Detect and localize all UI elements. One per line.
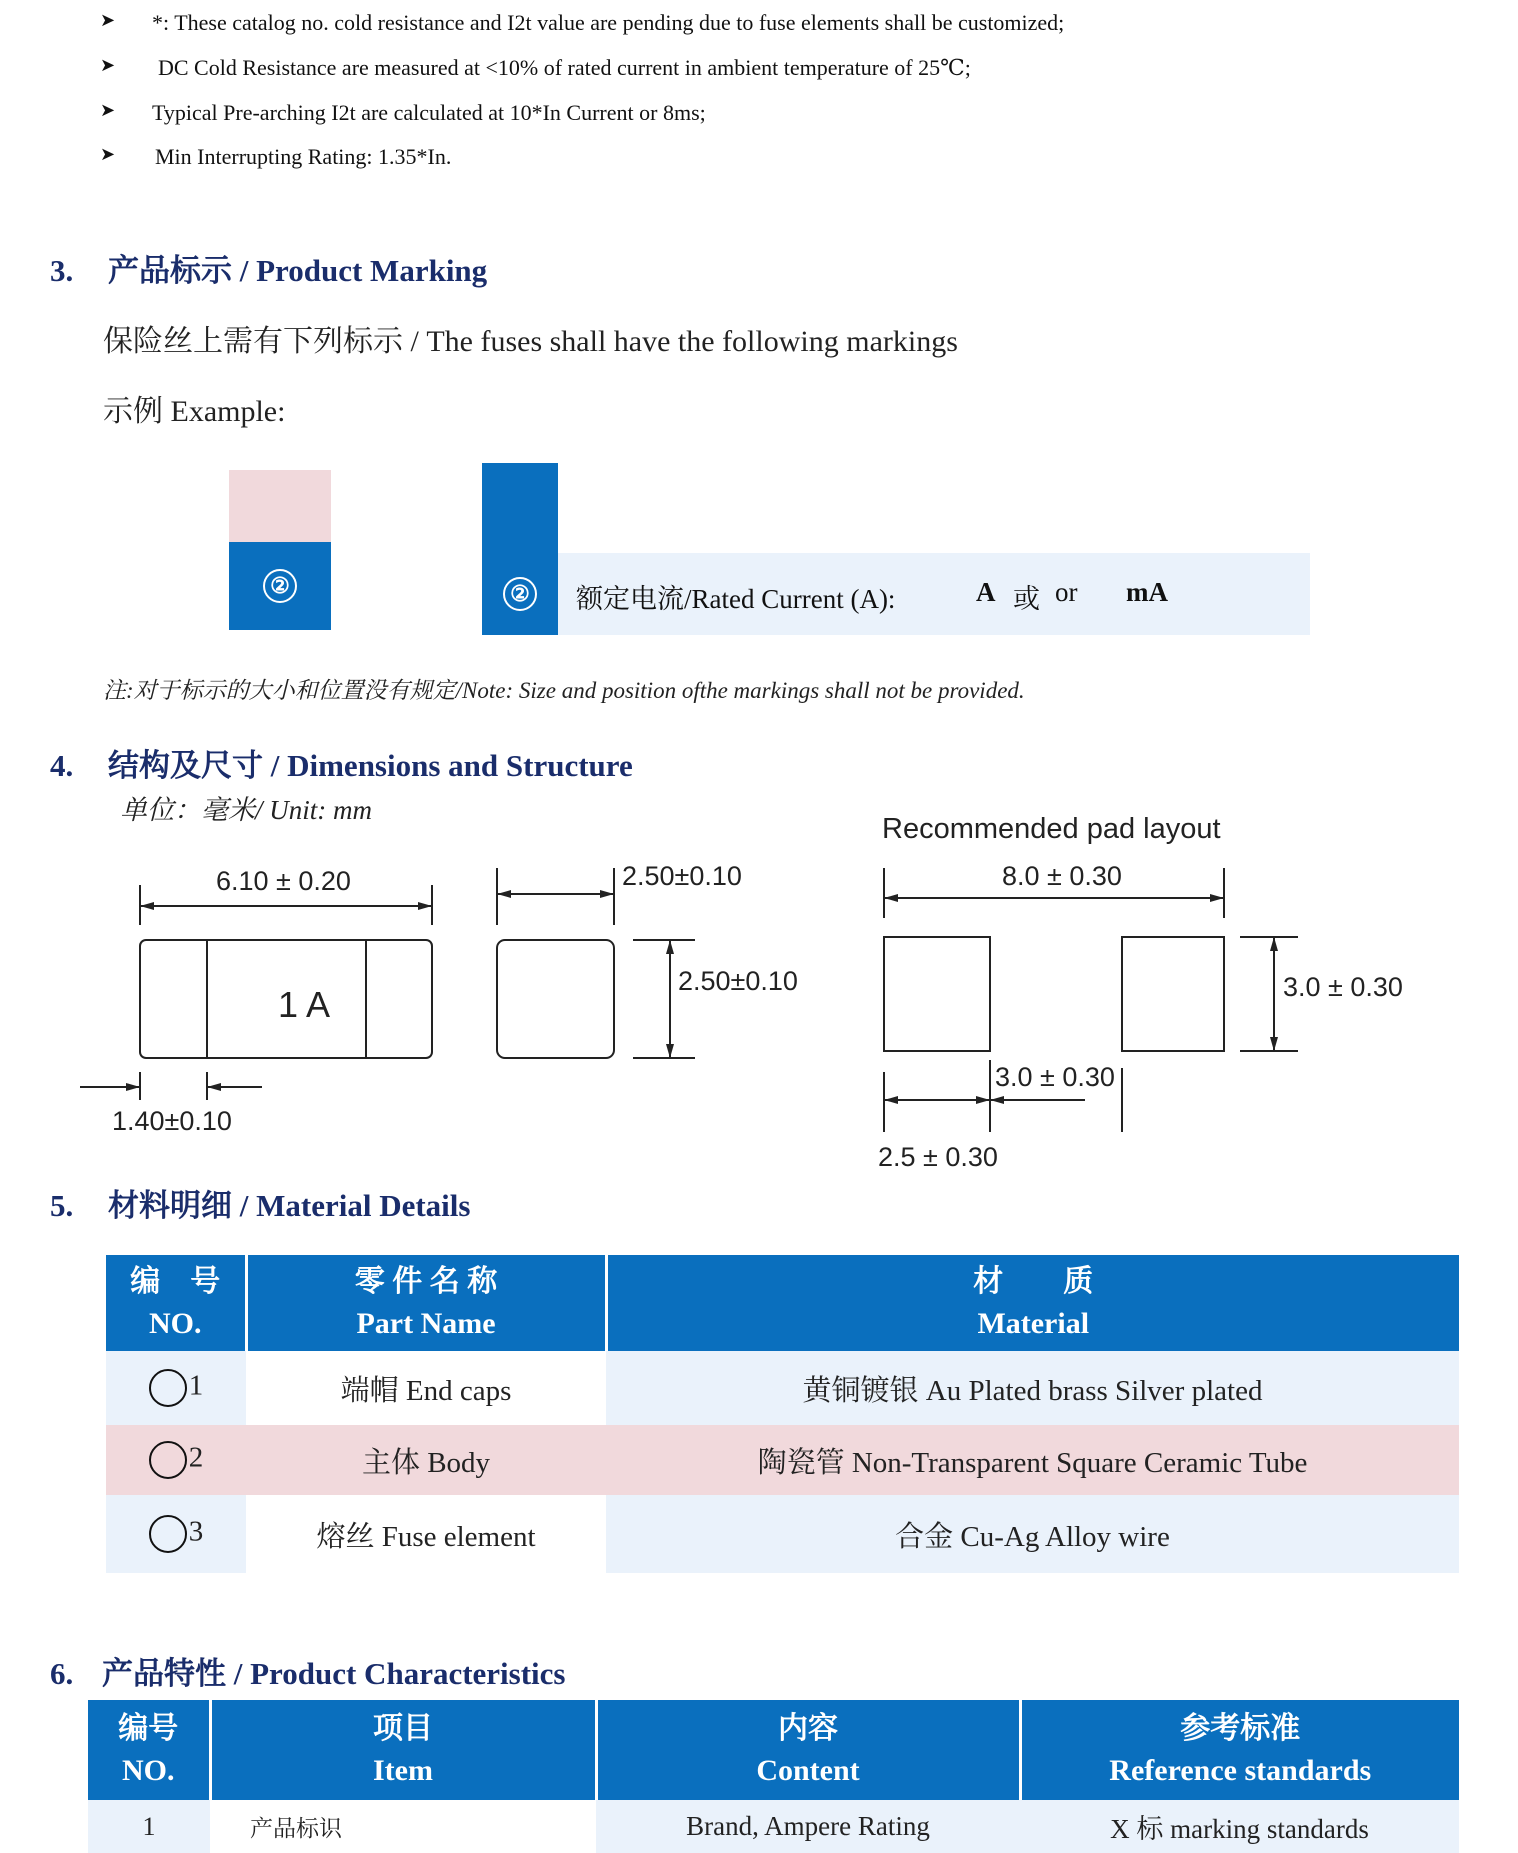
dim-cap-text: 1.40±0.10 bbox=[112, 1106, 232, 1136]
section-3-title: 3. 产品标示 / Product Marking bbox=[50, 253, 488, 288]
table-row bbox=[88, 1800, 1459, 1853]
or-en: or bbox=[1055, 577, 1078, 607]
row-part-name: 端帽 End caps bbox=[246, 1351, 606, 1425]
marking-note: 注:对于标示的大小和位置没有规定/Note: Size and position ofthe markings shall not be provided. bbox=[103, 678, 1025, 703]
pad-height-text: 3.0 ± 0.30 bbox=[1283, 972, 1403, 1002]
dim-height-text: 2.50±0.10 bbox=[678, 966, 798, 996]
circle-icon bbox=[149, 1515, 187, 1553]
pad-right bbox=[1122, 937, 1224, 1051]
or-cn: 或 bbox=[1013, 584, 1040, 614]
unit-label: 单位：毫米/ Unit: mm bbox=[120, 795, 372, 825]
row-no: 3 bbox=[106, 1495, 246, 1573]
row-material: 黄铜镀银 Au Plated brass Silver plated bbox=[802, 1374, 1263, 1407]
pad-gap-text: 3.0 ± 0.30 bbox=[995, 1062, 1115, 1092]
pad-left bbox=[884, 937, 990, 1051]
arrow-bullet-icon: ➤ bbox=[100, 10, 116, 30]
characteristics-table bbox=[88, 1700, 1459, 1853]
arrow-bullet-icon: ➤ bbox=[100, 100, 116, 120]
note-text: Typical Pre-arching I2t are calculated at 10*In Current or 8ms; bbox=[152, 100, 706, 125]
header-material: 材 质 Material bbox=[606, 1255, 1459, 1351]
unit-ma: mA bbox=[1126, 577, 1168, 607]
table-header-row bbox=[88, 1700, 1459, 1800]
row-material: 陶瓷管 Non-Transparent Square Ceramic Tube bbox=[757, 1446, 1308, 1479]
row-item: 产品标识 bbox=[210, 1800, 596, 1853]
arrowhead bbox=[1210, 894, 1224, 902]
row-no: 2 bbox=[106, 1425, 246, 1495]
table-row bbox=[106, 1425, 1459, 1495]
circle-icon bbox=[149, 1369, 187, 1407]
note-text: Min Interrupting Rating: 1.35*In. bbox=[155, 144, 452, 169]
arrowhead bbox=[600, 890, 614, 898]
dim-length-text: 6.10 ± 0.20 bbox=[216, 866, 351, 896]
table-row bbox=[106, 1495, 1459, 1573]
arrow-bullet-icon: ➤ bbox=[100, 144, 116, 164]
arrowhead bbox=[666, 1044, 674, 1058]
dim-width-text: 2.50±0.10 bbox=[622, 861, 742, 891]
arrowhead bbox=[666, 940, 674, 954]
arrowhead bbox=[418, 902, 432, 910]
arrowhead bbox=[1270, 1037, 1278, 1051]
row-no: 1 bbox=[106, 1351, 246, 1425]
section-4-title: 4. 结构及尺寸 / Dimensions and Structure bbox=[50, 748, 633, 783]
pad-layout-title: Recommended pad layout bbox=[882, 813, 1221, 845]
pad-width-text: 2.5 ± 0.30 bbox=[878, 1142, 998, 1172]
header-content: 内容 Content bbox=[596, 1700, 1020, 1800]
section-6-title: 6. 产品特性 / Product Characteristics bbox=[50, 1656, 566, 1691]
row-part-name: 主体 Body bbox=[361, 1446, 491, 1479]
marker-2-icon: ② bbox=[503, 577, 537, 611]
arrowhead bbox=[990, 1096, 1004, 1104]
arrowhead bbox=[976, 1096, 990, 1104]
unit-a: A bbox=[976, 577, 996, 607]
arrowhead bbox=[497, 890, 511, 898]
section-5-title: 5. 材料明细 / Material Details bbox=[50, 1188, 471, 1223]
row-no: 1 bbox=[142, 1811, 156, 1841]
row-reference: X 标 marking standards bbox=[1110, 1814, 1369, 1844]
body-marking-text: 1 A bbox=[278, 984, 331, 1025]
arrow-bullet-icon: ➤ bbox=[100, 55, 116, 75]
rated-current-label: 额定电流/Rated Current (A): bbox=[576, 584, 896, 614]
arrowhead bbox=[1270, 937, 1278, 951]
material-table bbox=[106, 1255, 1459, 1573]
arrowhead bbox=[126, 1083, 140, 1091]
fuse-end-outline bbox=[497, 940, 614, 1058]
table-row bbox=[106, 1351, 1459, 1425]
circle-icon bbox=[149, 1441, 187, 1479]
arrowhead bbox=[140, 902, 154, 910]
header-no: 编 号 NO. bbox=[106, 1255, 246, 1351]
arrowhead bbox=[884, 894, 898, 902]
arrowhead bbox=[207, 1083, 221, 1091]
pad-total-text: 8.0 ± 0.30 bbox=[1002, 861, 1122, 891]
header-reference: 参考标准 Reference standards bbox=[1020, 1700, 1459, 1800]
table-header-row bbox=[106, 1255, 1459, 1351]
marker-2-icon: ② bbox=[263, 569, 297, 603]
note-text: DC Cold Resistance are measured at <10% of rated current in ambient temperature of 25℃; bbox=[158, 55, 971, 80]
row-content: Brand, Ampere Rating bbox=[686, 1811, 930, 1841]
header-no: 编号 NO. bbox=[88, 1700, 210, 1800]
header-part-name: 零 件 名 称 Part Name bbox=[246, 1255, 606, 1351]
example-label: 示例 Example: bbox=[103, 395, 286, 428]
header-item: 项目 Item bbox=[210, 1700, 596, 1800]
arrowhead bbox=[884, 1096, 898, 1104]
row-material: 合金 Cu-Ag Alloy wire bbox=[895, 1520, 1170, 1553]
row-part-name: 熔丝 Fuse element bbox=[246, 1495, 606, 1573]
marking-intro: 保险丝上需有下列标示 / The fuses shall have the following markings bbox=[103, 325, 958, 358]
note-text: *: These catalog no. cold resistance and I2t value are pending due to fuse elements shall be customized; bbox=[152, 10, 1065, 35]
